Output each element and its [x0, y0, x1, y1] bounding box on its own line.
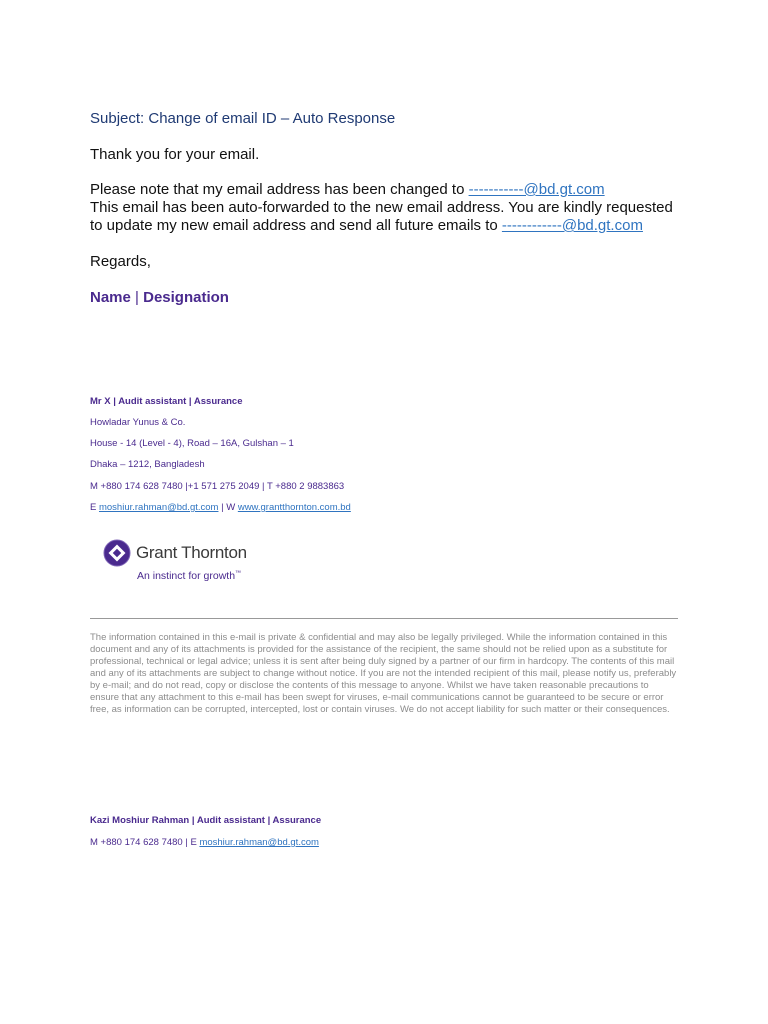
sig2-dept: Assurance [272, 815, 322, 826]
notice-line-3-text: to update my new email address and send all future emails to [90, 217, 502, 234]
notice-line-1 [90, 181, 605, 199]
signature-name-designation [90, 289, 229, 306]
sig1-name: Mr X [90, 396, 111, 407]
sig1-dept: Assurance [193, 396, 243, 407]
grant-thornton-logo-icon [102, 538, 132, 568]
sig-name: Name [90, 289, 131, 306]
sig2-role: Audit assistant [196, 815, 265, 826]
greeting: Thank you for your email. [90, 146, 260, 163]
new-email-link-2[interactable]: ------------@bd.gt.com [501, 217, 643, 234]
notice-line-2: This email has been auto-forwarded to the new email address. You are kindly requested [90, 199, 673, 216]
sig2-email-link[interactable]: moshiur.rahman@bd.gt.com [199, 837, 319, 848]
notice-line-3 [90, 217, 643, 235]
new-email-link-1[interactable]: -----------@bd.gt.com [468, 181, 605, 198]
sig2-phone: M +880 174 628 7480 | E [90, 837, 200, 848]
sig2-sep-2: | [264, 815, 273, 826]
logo-tagline [137, 570, 241, 582]
sig1-web-label: | W [218, 502, 238, 513]
sig2-contact [90, 837, 319, 848]
sig2-name: Kazi Moshiur Rahman [90, 815, 190, 826]
sig1-role: Audit assistant [118, 396, 187, 407]
grant-thornton-logo [100, 536, 260, 586]
logo-wordmark: Grant Thornton [136, 543, 247, 562]
sig1-name-line [90, 396, 242, 407]
notice-line-1-text: Please note that my email address has been changed to [90, 181, 469, 198]
sig1-sep-1: | [110, 396, 119, 407]
email-subject: Subject: Change of email ID – Auto Response [90, 110, 396, 127]
closing: Regards, [90, 253, 151, 270]
sig1-sep-2: | [186, 396, 194, 407]
logo-tagline-text: An instinct for growth [137, 570, 236, 582]
sig1-email-label: E [90, 502, 99, 513]
sig1-address-2: Dhaka – 1212, Bangladesh [90, 459, 205, 470]
sig1-email-link[interactable]: moshiur.rahman@bd.gt.com [98, 502, 219, 513]
sig1-phones: M +880 174 628 7480 |+1 571 275 2049 | T +880 2 9883863 [90, 481, 345, 492]
sig1-web-link[interactable]: www.grantthornton.com.bd [237, 502, 351, 513]
legal-disclaimer: The information contained in this e-mail is private & confidential and may also be legally privileged. While the information contained in this document and any of its attachments is provided for the assistance of the recipient, the same should not be relied upon as a substitute for professional, technical or legal advice; unless it is sent after being duly signed by a partner of our firm in hardcopy. The contents of this mail and any of its attachments are subject to change without notice. If you are not the intended recipient of this mail, please notify us, preferably by e-mail; and do not read, copy or disclose the contents of this message to anyone. Whilst we have taken reasonable precautions to ensure that any attachment to this e-mail has been swept for viruses, e-mail communications cannot be guaranteed to be secure or error free, as information can be corrupted, intercepted, lost or contain viruses. We do not accept liability for such matter or their consequences. [90, 632, 677, 715]
disclaimer-divider [90, 618, 678, 619]
sig1-address-1: House - 14 (Level - 4), Road – 16A, Gulshan – 1 [90, 438, 294, 449]
sig2-name-line [90, 815, 321, 826]
sig1-contact [90, 502, 351, 513]
sig1-company: Howladar Yunus & Co. [90, 417, 186, 428]
logo-tm: ™ [235, 570, 242, 577]
sig-designation: Designation [143, 289, 229, 306]
sig2-sep-1: | [189, 815, 197, 826]
sig-separator: | [135, 289, 139, 306]
